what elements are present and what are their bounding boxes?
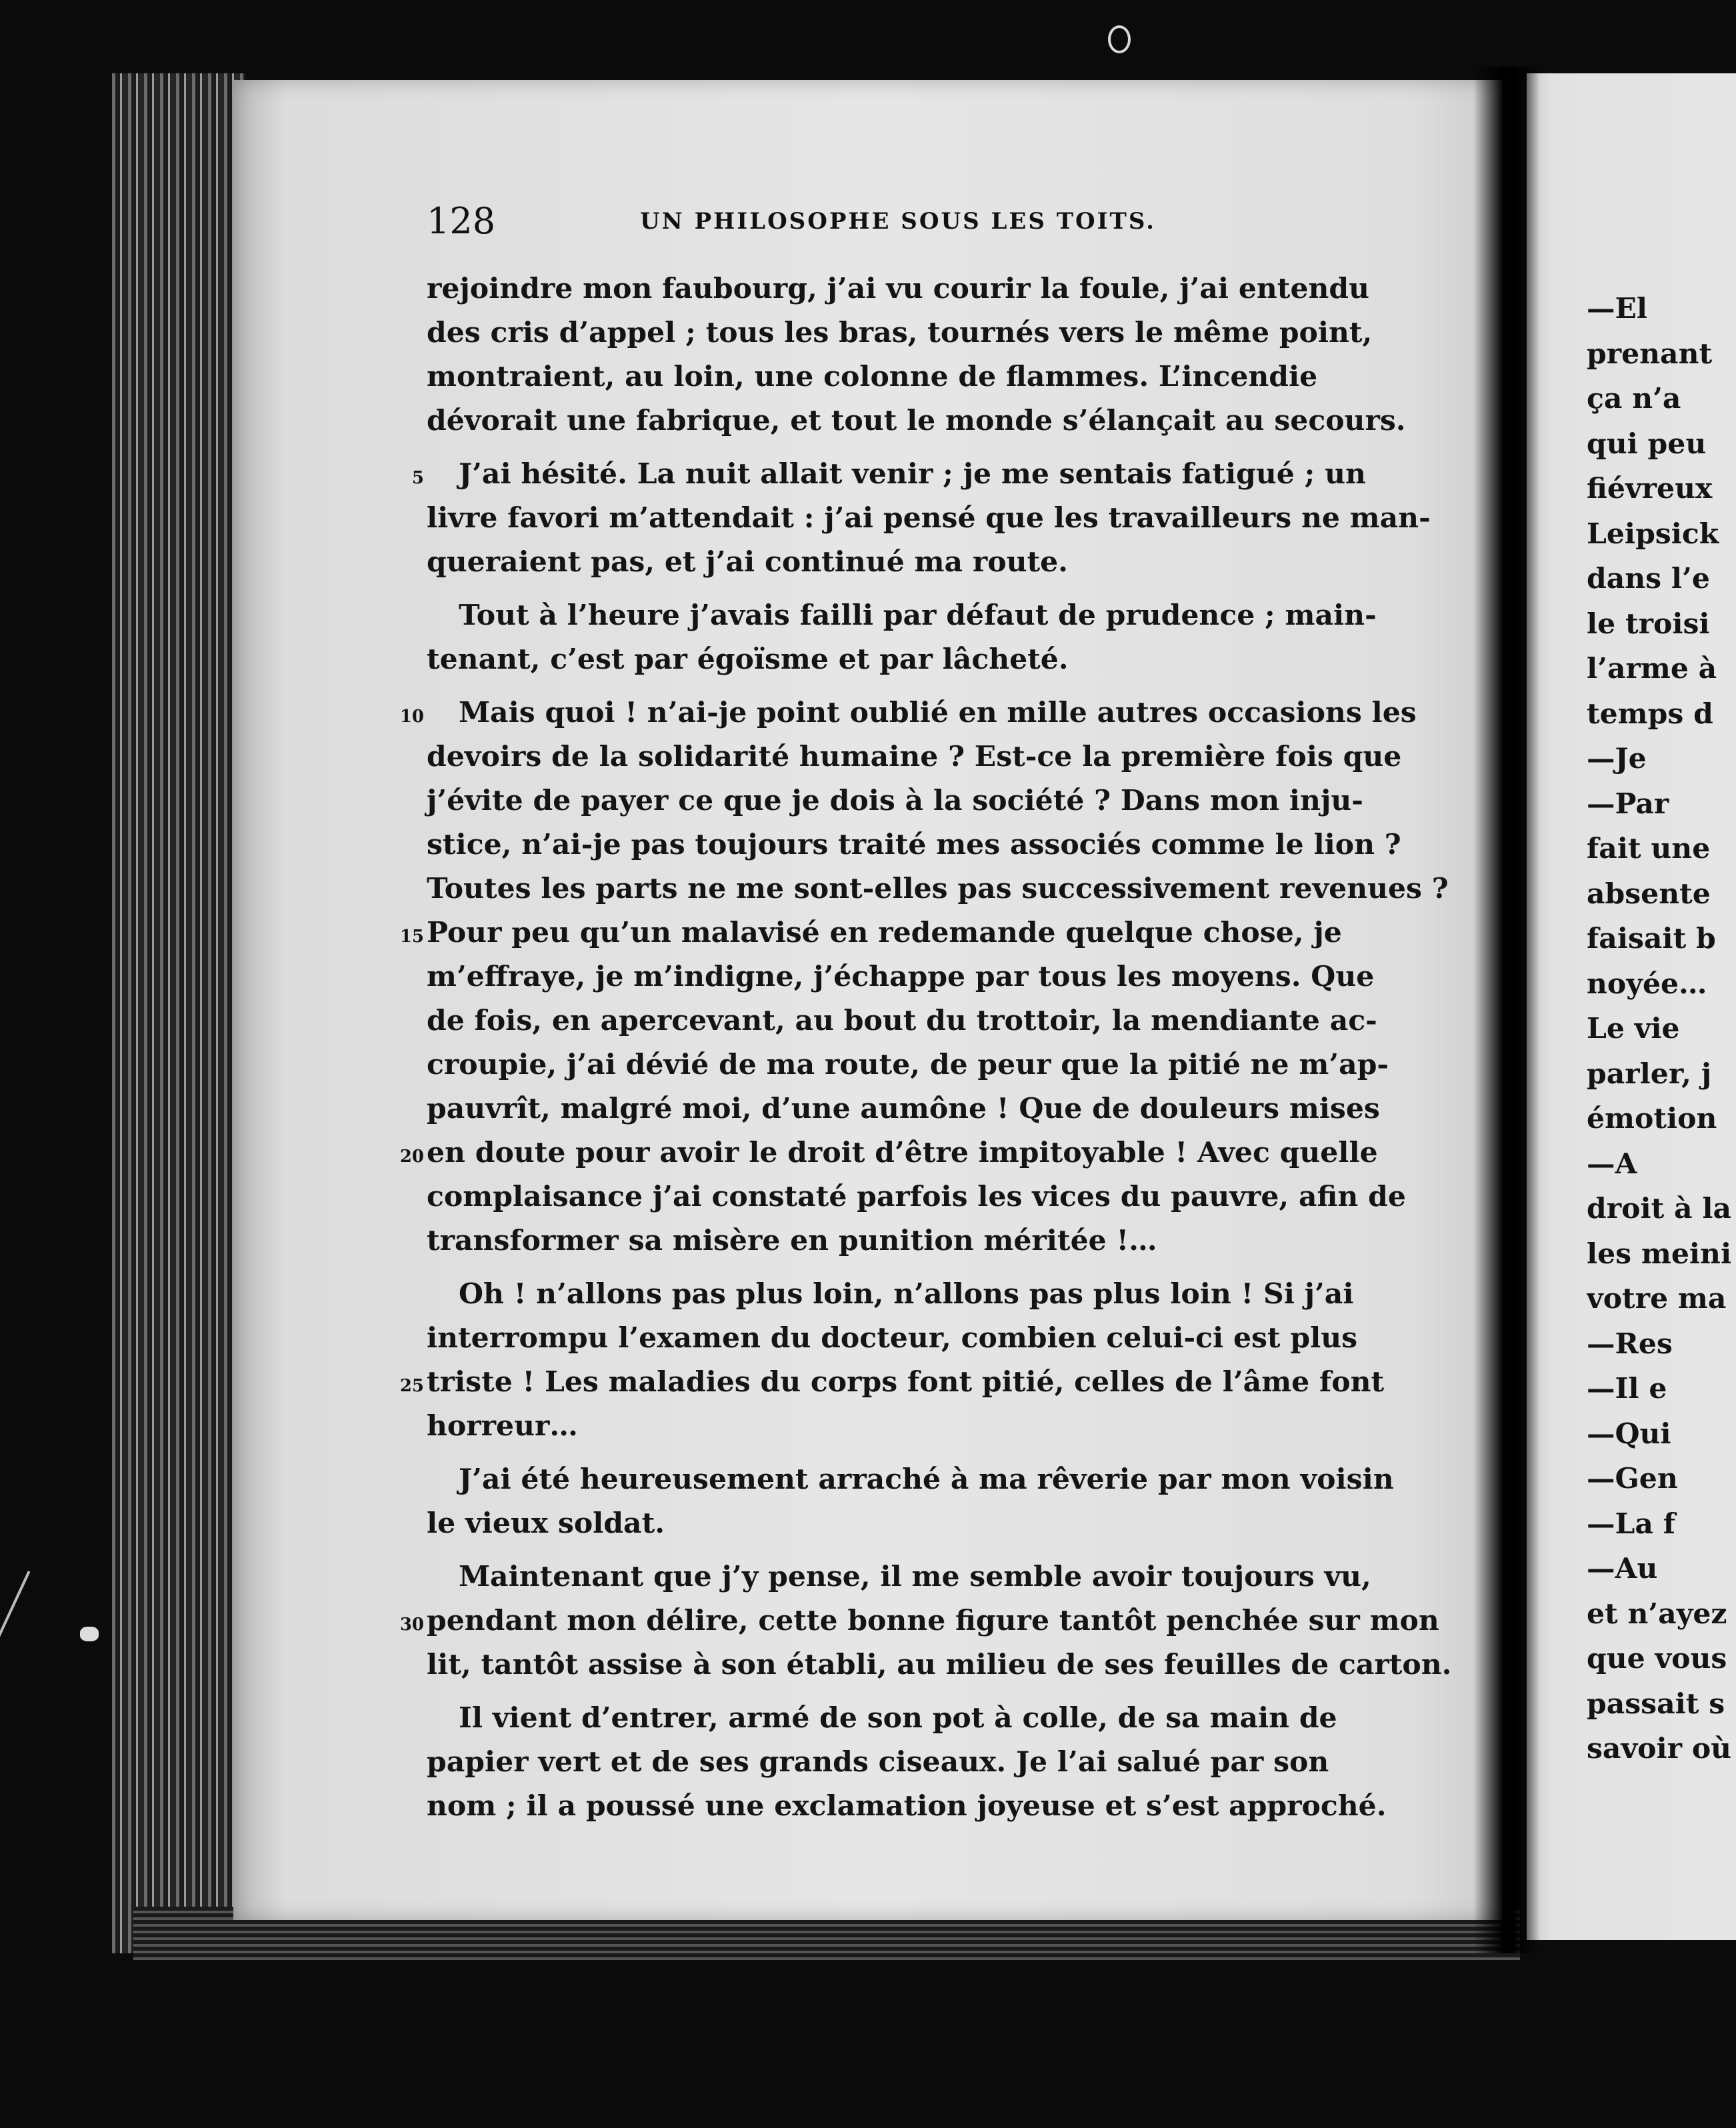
paragraph <box>427 267 1406 443</box>
line-number: 15 <box>399 927 424 947</box>
line-text: m’effraye, je m’indigne, j’échappe par tous les moyens. Que <box>427 960 1375 993</box>
text-line <box>427 540 1400 584</box>
right-page-line: et n’ayez <box>1587 1597 1727 1631</box>
right-page-line: —El <box>1587 292 1648 325</box>
right-page-line: —La f <box>1587 1507 1675 1541</box>
line-text: Tout à l’heure j’avais failli par défaut de prudence ; main- <box>459 599 1377 632</box>
right-page-line: l’arme à <box>1587 652 1717 685</box>
line-text: des cris d’appel ; tous les bras, tournés vers le même point, <box>427 316 1373 349</box>
line-text: papier vert et de ses grands ciseaux. Je l’ai salué par son <box>427 1745 1329 1779</box>
text-line <box>427 1272 1400 1316</box>
page-stack-edges <box>112 73 245 1953</box>
text-line <box>427 1219 1400 1263</box>
right-page-line: le troisi <box>1587 607 1710 641</box>
line-text: transformer sa misère en punition méritée !… <box>427 1224 1157 1257</box>
line-text: Il vient d’entrer, armé de son pot à colle, de sa main de <box>459 1701 1337 1735</box>
text-line <box>399 1360 1400 1404</box>
line-number: 5 <box>411 468 424 488</box>
paragraph <box>427 1696 1400 1828</box>
book-gutter <box>1473 67 1540 1953</box>
text-line <box>427 1740 1400 1784</box>
line-text: j’évite de payer ce que je dois à la société ? Dans mon inju- <box>427 784 1363 817</box>
text-line <box>427 1087 1400 1131</box>
line-text: le vieux soldat. <box>427 1507 665 1540</box>
right-page-line: —A <box>1587 1147 1637 1181</box>
line-text: queraient pas, et j’ai continué ma route. <box>427 545 1068 579</box>
line-text: interrompu l’examen du docteur, combien celui-ci est plus <box>427 1321 1358 1355</box>
right-page-line: les meini <box>1587 1237 1732 1271</box>
line-text: pauvrît, malgré moi, d’une aumône ! Que de douleurs mises <box>427 1092 1380 1125</box>
paragraph <box>399 691 1449 1263</box>
right-page-line: —Qui <box>1587 1417 1671 1451</box>
line-text: Mais quoi ! n’ai-je point oublié en mille autres occasions les <box>459 696 1417 729</box>
right-page-line: temps d <box>1587 697 1713 731</box>
text-line <box>427 823 1400 867</box>
right-page-line: ça n’a <box>1587 382 1681 415</box>
text-line <box>427 1043 1400 1087</box>
right-page-line: absente <box>1587 877 1711 911</box>
line-text: triste ! Les maladies du corps font pitié, celles de l’âme font <box>427 1365 1385 1399</box>
text-line <box>427 1555 1400 1599</box>
line-text: stice, n’ai-je pas toujours traité mes associés comme le lion ? <box>427 828 1401 861</box>
right-page-line: noyée… <box>1587 967 1707 1001</box>
right-page-line: parler, j <box>1587 1057 1712 1091</box>
text-line <box>399 1599 1439 1643</box>
right-page-line: dans l’e <box>1587 562 1710 595</box>
right-page-line: prenant <box>1587 337 1713 371</box>
text-line <box>427 267 1400 311</box>
text-line <box>427 1643 1452 1687</box>
right-page-line: que vous <box>1587 1642 1727 1675</box>
line-text: Maintenant que j’y pense, il me semble avoir toujours vu, <box>459 1560 1371 1593</box>
right-page-line: —Par <box>1587 787 1669 821</box>
right-page-line: passait s <box>1587 1687 1725 1721</box>
line-text: dévorait une fabrique, et tout le monde s’élançait au secours. <box>427 404 1406 437</box>
line-text: livre favori m’attendait : j’ai pensé que les travailleurs ne man- <box>427 501 1431 535</box>
text-line <box>427 355 1400 399</box>
text-line <box>427 1696 1400 1740</box>
right-page-line: —Gen <box>1587 1462 1678 1495</box>
right-page-line: —Je <box>1587 742 1647 775</box>
main-text <box>399 267 1452 1837</box>
text-line <box>427 311 1400 355</box>
line-text: en doute pour avoir le droit d’être impitoyable ! Avec quelle <box>427 1136 1378 1169</box>
text-line <box>427 779 1400 823</box>
right-page-line: émotion <box>1587 1102 1717 1135</box>
text-line <box>427 637 1400 681</box>
paragraph <box>399 1555 1452 1687</box>
line-text: de fois, en apercevant, au bout du trottoir, la mendiante ac- <box>427 1004 1377 1037</box>
text-line <box>427 1501 1400 1545</box>
text-line <box>427 593 1400 637</box>
scan-mark-icon <box>1108 25 1131 53</box>
line-text: montraient, au loin, une colonne de flammes. L’incendie <box>427 360 1318 393</box>
running-head: UN PHILOSOPHE SOUS LES TOITS. <box>640 208 1157 235</box>
page-number: 128 <box>427 200 496 242</box>
text-line <box>399 1131 1400 1175</box>
line-text: complaisance j’ai constaté parfois les vices du pauvre, afin de <box>427 1180 1406 1213</box>
line-text: J’ai hésité. La nuit allait venir ; je me sentais fatigué ; un <box>459 457 1366 491</box>
scan-artifact <box>80 1627 99 1641</box>
text-line <box>427 1457 1400 1501</box>
right-page-line: Leipsick <box>1587 517 1719 551</box>
scan-artifact-line <box>0 1571 31 1663</box>
line-text: tenant, c’est par égoïsme et par lâcheté. <box>427 643 1069 676</box>
text-line <box>427 1316 1400 1360</box>
line-text: lit, tantôt assise à son établi, au milieu de ses feuilles de carton. <box>427 1648 1452 1681</box>
page-header <box>427 200 1387 247</box>
paragraph <box>399 1272 1400 1448</box>
right-page-line: fiévreux <box>1587 472 1713 505</box>
right-page-line: fait une <box>1587 832 1711 865</box>
right-page-line: droit à la <box>1587 1192 1732 1225</box>
text-line <box>427 867 1449 911</box>
text-line <box>427 1784 1400 1828</box>
line-text: croupie, j’ai dévié de ma route, de peur que la pitié ne m’ap- <box>427 1048 1389 1081</box>
right-page-line: qui peu <box>1587 427 1707 461</box>
right-page-line: Le vie <box>1587 1012 1680 1045</box>
paragraph <box>427 593 1400 681</box>
line-text: devoirs de la solidarité humaine ? Est-ce la première fois que <box>427 740 1402 773</box>
text-line <box>399 691 1417 735</box>
line-text: Oh ! n’allons pas plus loin, n’allons pas plus loin ! Si j’ai <box>459 1277 1354 1311</box>
text-line <box>427 399 1406 443</box>
paragraph <box>411 452 1431 584</box>
right-page-text <box>1587 287 1736 1772</box>
text-line <box>399 911 1400 955</box>
line-text: horreur… <box>427 1409 578 1443</box>
text-line <box>427 735 1400 779</box>
right-page-line: faisait b <box>1587 922 1716 955</box>
right-page-line: votre ma <box>1587 1282 1727 1315</box>
right-page-line: savoir où <box>1587 1732 1732 1765</box>
right-page-line: —Res <box>1587 1327 1673 1361</box>
line-number: 30 <box>399 1615 424 1635</box>
line-text: Toutes les parts ne me sont-elles pas successivement revenues ? <box>427 872 1449 905</box>
line-text: Pour peu qu’un malavisé en redemande quelque chose, je <box>427 916 1342 949</box>
text-line <box>427 496 1431 540</box>
line-number: 25 <box>399 1376 424 1396</box>
text-line <box>411 452 1400 496</box>
right-page-line: —Au <box>1587 1552 1658 1585</box>
right-page-line: —Il e <box>1587 1372 1667 1405</box>
line-number: 10 <box>399 707 424 727</box>
line-text: pendant mon délire, cette bonne figure tantôt penchée sur mon <box>427 1604 1439 1637</box>
text-line <box>427 1404 1400 1448</box>
text-line <box>427 1175 1406 1219</box>
paragraph <box>427 1457 1400 1545</box>
line-text: nom ; il a poussé une exclamation joyeuse et s’est approché. <box>427 1789 1387 1823</box>
line-number: 20 <box>399 1147 424 1167</box>
text-line <box>427 955 1400 999</box>
line-text: J’ai été heureusement arraché à ma rêverie par mon voisin <box>459 1463 1394 1496</box>
line-text: rejoindre mon faubourg, j’ai vu courir la foule, j’ai entendu <box>427 272 1369 305</box>
text-line <box>427 999 1400 1043</box>
